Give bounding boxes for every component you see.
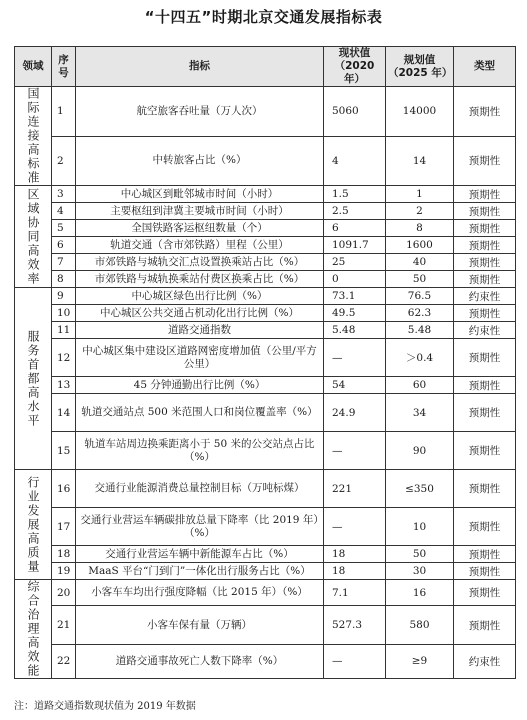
table-row [15,254,516,271]
header-type: 类型 [454,47,516,87]
domain-cell: 区域协同高效率 [15,186,52,288]
planned-value-cell: ＞0.4 [386,339,454,377]
type-cell: 预期性 [454,508,516,546]
header-planned [386,47,454,87]
planned-value-cell: ≥9 [386,644,454,678]
planned-value-cell: 14 [386,136,454,186]
type-cell: 约束性 [454,322,516,339]
seq-cell: 20 [52,580,76,606]
seq-cell: 10 [52,305,76,322]
indicator-cell: 主要枢纽到津冀主要城市时间（小时） [76,203,324,220]
indicator-cell: 中心城区公共交通占机动化出行比例（%） [76,305,324,322]
current-value-cell: 2.5 [324,203,386,220]
header-domain: 领域 [15,47,52,87]
type-cell: 预期性 [454,305,516,322]
table-row [15,136,516,186]
indicator-cell: 交通行业营运车辆碳排放总量下降率（比 2019 年）（%） [76,508,324,546]
planned-value-cell: 60 [386,377,454,394]
seq-cell: 17 [52,508,76,546]
seq-cell: 15 [52,432,76,470]
indicator-cell: 45 分钟通勤出行比例（%） [76,377,324,394]
current-value-cell: 18 [324,563,386,580]
current-value-cell: 25 [324,254,386,271]
planned-value-cell: 580 [386,606,454,645]
seq-cell: 19 [52,563,76,580]
type-cell: 预期性 [454,237,516,254]
indicator-cell: 轨道车站周边换乘距离小于 50 米的公交站点占比（%） [76,432,324,470]
indicator-cell: 中心城区到毗邻城市时间（小时） [76,186,324,203]
indicator-cell: 道路交通事故死亡人数下降率（%） [76,644,324,678]
planned-value-cell: 1 [386,186,454,203]
indicator-cell: 全国铁路客运枢纽数量（个） [76,220,324,237]
table-row [15,271,516,288]
type-cell: 预期性 [454,254,516,271]
planned-value-cell: 30 [386,563,454,580]
planned-value-cell: 16 [386,580,454,606]
type-cell: 约束性 [454,288,516,305]
header-current-year: （2020 年） [334,60,375,85]
indicator-cell: 中心城区绿色出行比例（%） [76,288,324,305]
type-cell: 预期性 [454,136,516,186]
header-current-label: 现状值 [338,47,371,59]
table-row [15,237,516,254]
seq-cell: 4 [52,203,76,220]
current-value-cell: 1091.7 [324,237,386,254]
indicator-cell: 中心城区集中建设区道路网密度增加值（公里/平方公里） [76,339,324,377]
planned-value-cell: ≤350 [386,470,454,508]
table-row [15,546,516,563]
seq-cell: 12 [52,339,76,377]
current-value-cell: 24.9 [324,394,386,432]
type-cell: 预期性 [454,580,516,606]
current-value-cell: 6 [324,220,386,237]
indicator-cell: 小客车保有量（万辆） [76,606,324,645]
header-row [15,47,516,87]
current-value-cell: 5060 [324,87,386,137]
seq-cell: 8 [52,271,76,288]
planned-value-cell: 40 [386,254,454,271]
type-cell: 预期性 [454,220,516,237]
indicator-cell: 轨道交通（含市郊铁路）里程（公里） [76,237,324,254]
current-value-cell: — [324,508,386,546]
indicator-cell: 道路交通指数 [76,322,324,339]
table-row [15,644,516,678]
table-row [15,470,516,508]
header-current [324,47,386,87]
seq-cell: 16 [52,470,76,508]
current-value-cell: 527.3 [324,606,386,645]
table-row [15,377,516,394]
planned-value-cell: 76.5 [386,288,454,305]
table-row [15,305,516,322]
domain-cell: 国际连接高标准 [15,87,52,186]
type-cell: 预期性 [454,203,516,220]
type-cell: 预期性 [454,470,516,508]
seq-cell: 14 [52,394,76,432]
current-value-cell: 54 [324,377,386,394]
table-row [15,606,516,645]
indicator-cell: 小客车车均出行强度降幅（比 2015 年）（%） [76,580,324,606]
seq-cell: 5 [52,220,76,237]
planned-value-cell: 2 [386,203,454,220]
type-cell: 预期性 [454,394,516,432]
page-title: “十四五”时期北京交通发展指标表 [144,8,383,26]
type-cell: 预期性 [454,432,516,470]
table-row [15,203,516,220]
type-cell: 预期性 [454,546,516,563]
type-cell: 预期性 [454,339,516,377]
indicator-cell: 航空旅客吞吐量（万人次） [76,87,324,137]
planned-value-cell: 5.48 [386,322,454,339]
type-cell: 预期性 [454,87,516,137]
table-row [15,508,516,546]
indicator-cell: 中转旅客占比（%） [76,136,324,186]
table-row [15,394,516,432]
type-cell: 预期性 [454,271,516,288]
current-value-cell: 18 [324,546,386,563]
header-seq: 序号 [52,47,76,87]
header-planned-label: 规划值 [403,53,436,66]
current-value-cell: 1.5 [324,186,386,203]
planned-value-cell: 1600 [386,237,454,254]
domain-cell: 综合治理高效能 [15,580,52,679]
indicator-cell: 交通行业能源消费总量控制目标（万吨标煤） [76,470,324,508]
header-indicator: 指标 [76,47,324,87]
current-value-cell: — [324,432,386,470]
current-value-cell: — [324,339,386,377]
domain-cell: 行业发展高质量 [15,470,52,580]
indicator-cell: 市郊铁路与城轨交汇点设置换乘站占比（%） [76,254,324,271]
current-value-cell: 7.1 [324,580,386,606]
seq-cell: 9 [52,288,76,305]
table-row [15,288,516,305]
current-value-cell: 221 [324,470,386,508]
table-row [15,87,516,137]
seq-cell: 22 [52,644,76,678]
header-planned-year: （2025 年） [388,66,453,79]
table-row [15,322,516,339]
planned-value-cell: 8 [386,220,454,237]
seq-cell: 3 [52,186,76,203]
seq-cell: 21 [52,606,76,645]
planned-value-cell: 34 [386,394,454,432]
table-row [15,580,516,606]
planned-value-cell: 14000 [386,87,454,137]
seq-cell: 18 [52,546,76,563]
planned-value-cell: 50 [386,546,454,563]
indicator-cell: 市郊铁路与城轨换乘站付费区换乘占比（%） [76,271,324,288]
type-cell: 预期性 [454,186,516,203]
indicator-table [14,46,516,679]
type-cell: 约束性 [454,644,516,678]
indicator-cell: 交通行业营运车辆中新能源车占比（%） [76,546,324,563]
indicator-cell: MaaS 平台“门到门”一体化出行服务占比（%） [76,563,324,580]
type-cell: 预期性 [454,563,516,580]
current-value-cell: 0 [324,271,386,288]
current-value-cell: 5.48 [324,322,386,339]
table-row [15,432,516,470]
seq-cell: 11 [52,322,76,339]
type-cell: 预期性 [454,377,516,394]
current-value-cell: 4 [324,136,386,186]
seq-cell: 6 [52,237,76,254]
table-row [15,186,516,203]
table-row [15,563,516,580]
table-row [15,339,516,377]
planned-value-cell: 10 [386,508,454,546]
current-value-cell: — [324,644,386,678]
current-value-cell: 49.5 [324,305,386,322]
planned-value-cell: 50 [386,271,454,288]
seq-cell: 2 [52,136,76,186]
seq-cell: 1 [52,87,76,137]
seq-cell: 7 [52,254,76,271]
planned-value-cell: 62.3 [386,305,454,322]
domain-cell: 服务首都高水平 [15,288,52,470]
seq-cell: 13 [52,377,76,394]
current-value-cell: 73.1 [324,288,386,305]
table-row [15,220,516,237]
indicator-cell: 轨道交通站点 500 米范围人口和岗位覆盖率（%） [76,394,324,432]
table-body [15,87,516,679]
footnote: 注：道路交通指数现状值为 2019 年数据 [14,701,196,712]
planned-value-cell: 90 [386,432,454,470]
type-cell: 预期性 [454,606,516,645]
